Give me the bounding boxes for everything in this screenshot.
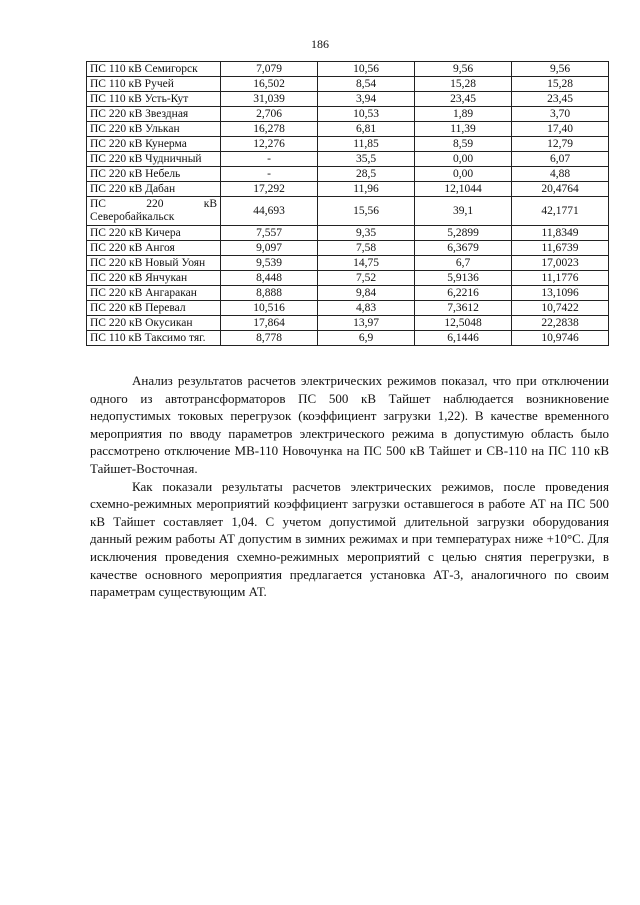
table-row [87, 92, 609, 107]
table-cell-value: 7,3612 [415, 301, 512, 316]
substation-name-line1: ПС 220 кВ [90, 198, 217, 210]
table-cell-value: 39,1 [415, 197, 512, 226]
table-cell-value: 10,53 [318, 107, 415, 122]
table-cell-value: 0,00 [415, 167, 512, 182]
table-row [87, 331, 609, 346]
table-cell-substation: ПС 220 кВ Звездная [87, 107, 221, 122]
table-cell-value: 15,28 [415, 77, 512, 92]
table-cell-value: 6,07 [512, 152, 609, 167]
table-row [87, 137, 609, 152]
table-cell-value: 16,278 [221, 122, 318, 137]
table-cell-value: 5,9136 [415, 271, 512, 286]
table-cell-value: 11,8349 [512, 226, 609, 241]
table-cell-value: 12,5048 [415, 316, 512, 331]
table-cell-value: 6,3679 [415, 241, 512, 256]
table-cell-value: 9,35 [318, 226, 415, 241]
table-cell-value: 11,85 [318, 137, 415, 152]
table-cell-substation: ПС 220 кВ Кичера [87, 226, 221, 241]
table-row [87, 182, 609, 197]
table-cell-value: 1,89 [415, 107, 512, 122]
table-cell-value: 9,84 [318, 286, 415, 301]
table-row [87, 107, 609, 122]
table-cell-value: 9,56 [415, 62, 512, 77]
table-cell-value: 8,778 [221, 331, 318, 346]
table-cell-value: 8,888 [221, 286, 318, 301]
table-cell-value: 13,97 [318, 316, 415, 331]
table-row [87, 316, 609, 331]
table-cell-substation: ПС 220 кВ Окусикан [87, 316, 221, 331]
table-cell-substation: ПС 220 кВ Перевал [87, 301, 221, 316]
table-cell-substation: ПС 110 кВ Семигорск [87, 62, 221, 77]
substation-name-line2: Северобайкальск [90, 211, 175, 223]
table-cell-value: 8,54 [318, 77, 415, 92]
table-row [87, 167, 609, 182]
table-cell-value: 7,58 [318, 241, 415, 256]
table-cell-substation: ПС 220 кВ Кунерма [87, 137, 221, 152]
table-cell-value: 11,96 [318, 182, 415, 197]
table-cell-value: 17,292 [221, 182, 318, 197]
table-cell-value: 10,9746 [512, 331, 609, 346]
table-cell-value: 8,59 [415, 137, 512, 152]
body-text [90, 372, 609, 601]
table-cell-value: 23,45 [415, 92, 512, 107]
table-cell-value: 3,70 [512, 107, 609, 122]
table-cell-value: 7,079 [221, 62, 318, 77]
substation-table [86, 61, 609, 346]
table-cell-substation: ПС 220 кВ Улькан [87, 122, 221, 137]
table-row [87, 286, 609, 301]
table-cell-value: 13,1096 [512, 286, 609, 301]
table-cell-value: 6,7 [415, 256, 512, 271]
table-cell-value: 9,56 [512, 62, 609, 77]
table-cell-substation [87, 197, 221, 226]
table-cell-value: 10,7422 [512, 301, 609, 316]
table-cell-substation: ПС 110 кВ Усть-Кут [87, 92, 221, 107]
table-cell-value: 17,0023 [512, 256, 609, 271]
table-cell-value: 0,00 [415, 152, 512, 167]
table-row [87, 256, 609, 271]
table-cell-value: 12,1044 [415, 182, 512, 197]
table-cell-value: 44,693 [221, 197, 318, 226]
paragraph: Анализ результатов расчетов электрических режимов показал, что при отключении одного из автотрансформаторов ПС 500 кВ Тайшет наблюдается возникновение недопустимых токовых перегрузок (коэффициент загрузки 1,22). В качестве временного мероприятия по вводу параметров электрического режима в допустимую область было рассмотрено отключение МВ-110 Новочунка на ПС 500 кВ Тайшет и СВ-110 на ПС 110 кВ Тайшет-Восточная. [90, 373, 609, 476]
table-cell-value: 6,1446 [415, 331, 512, 346]
table-cell-value: 8,448 [221, 271, 318, 286]
table-cell-value: 35,5 [318, 152, 415, 167]
table-cell-value: 10,56 [318, 62, 415, 77]
table-cell-value: 12,79 [512, 137, 609, 152]
table-cell-value: 12,276 [221, 137, 318, 152]
table-cell-value: 9,539 [221, 256, 318, 271]
table-cell-substation: ПС 220 кВ Чудничный [87, 152, 221, 167]
table-row [87, 122, 609, 137]
table-cell-value: 15,28 [512, 77, 609, 92]
table-row [87, 77, 609, 92]
table-cell-value: - [221, 167, 318, 182]
table-cell-value: 11,1776 [512, 271, 609, 286]
table-cell-value: 10,516 [221, 301, 318, 316]
table-row [87, 62, 609, 77]
table-cell-value: 15,56 [318, 197, 415, 226]
table-cell-substation: ПС 220 кВ Небель [87, 167, 221, 182]
table-row [87, 197, 609, 226]
table-cell-value: 9,097 [221, 241, 318, 256]
table-cell-value: 42,1771 [512, 197, 609, 226]
table-cell-value: 6,2216 [415, 286, 512, 301]
table-row [87, 226, 609, 241]
table-cell-substation: ПС 220 кВ Новый Уоян [87, 256, 221, 271]
table-row [87, 241, 609, 256]
table-cell-value: 20,4764 [512, 182, 609, 197]
table-cell-value: 11,6739 [512, 241, 609, 256]
table-cell-value: 17,864 [221, 316, 318, 331]
table-row [87, 301, 609, 316]
table-cell-value: 6,81 [318, 122, 415, 137]
table-cell-value: 7,52 [318, 271, 415, 286]
table-cell-value: 4,88 [512, 167, 609, 182]
table-cell-value: 3,94 [318, 92, 415, 107]
paragraph: Как показали результаты расчетов электрических режимов, после проведения схемно-режимных мероприятий коэффициент загрузки оставшегося в работе АТ на ПС 500 кВ Тайшет составляет 1,04. С учетом допустимой длительной загрузки оборудования данный режим работы АТ допустим в зимних режимах и при температурах ниже +10°С. Для исключения проведения схемно-режимных мероприятий с целью снятия перегрузки, в качестве основного мероприятия предлагается установка АТ-3, аналогичного по своим параметрам существующим АТ. [90, 478, 609, 600]
table-cell-value: 17,40 [512, 122, 609, 137]
table-cell-value: 16,502 [221, 77, 318, 92]
table-row [87, 152, 609, 167]
table-cell-value: 6,9 [318, 331, 415, 346]
table-cell-substation: ПС 110 кВ Ручей [87, 77, 221, 92]
table-cell-value: 28,5 [318, 167, 415, 182]
table-cell-substation: ПС 110 кВ Таксимо тяг. [87, 331, 221, 346]
table-cell-value: 11,39 [415, 122, 512, 137]
table-cell-value: 23,45 [512, 92, 609, 107]
table-cell-value: 2,706 [221, 107, 318, 122]
table-row [87, 271, 609, 286]
table-cell-value: - [221, 152, 318, 167]
table-cell-value: 14,75 [318, 256, 415, 271]
page-number: 186 [311, 37, 329, 51]
table-cell-substation: ПС 220 кВ Дабан [87, 182, 221, 197]
table-cell-value: 5,2899 [415, 226, 512, 241]
table-cell-value: 31,039 [221, 92, 318, 107]
table-cell-substation: ПС 220 кВ Янчукан [87, 271, 221, 286]
table-cell-substation: ПС 220 кВ Ангоя [87, 241, 221, 256]
table-cell-value: 7,557 [221, 226, 318, 241]
table-cell-value: 22,2838 [512, 316, 609, 331]
table-cell-value: 4,83 [318, 301, 415, 316]
substation-table-body [87, 62, 609, 346]
table-cell-substation: ПС 220 кВ Ангаракан [87, 286, 221, 301]
